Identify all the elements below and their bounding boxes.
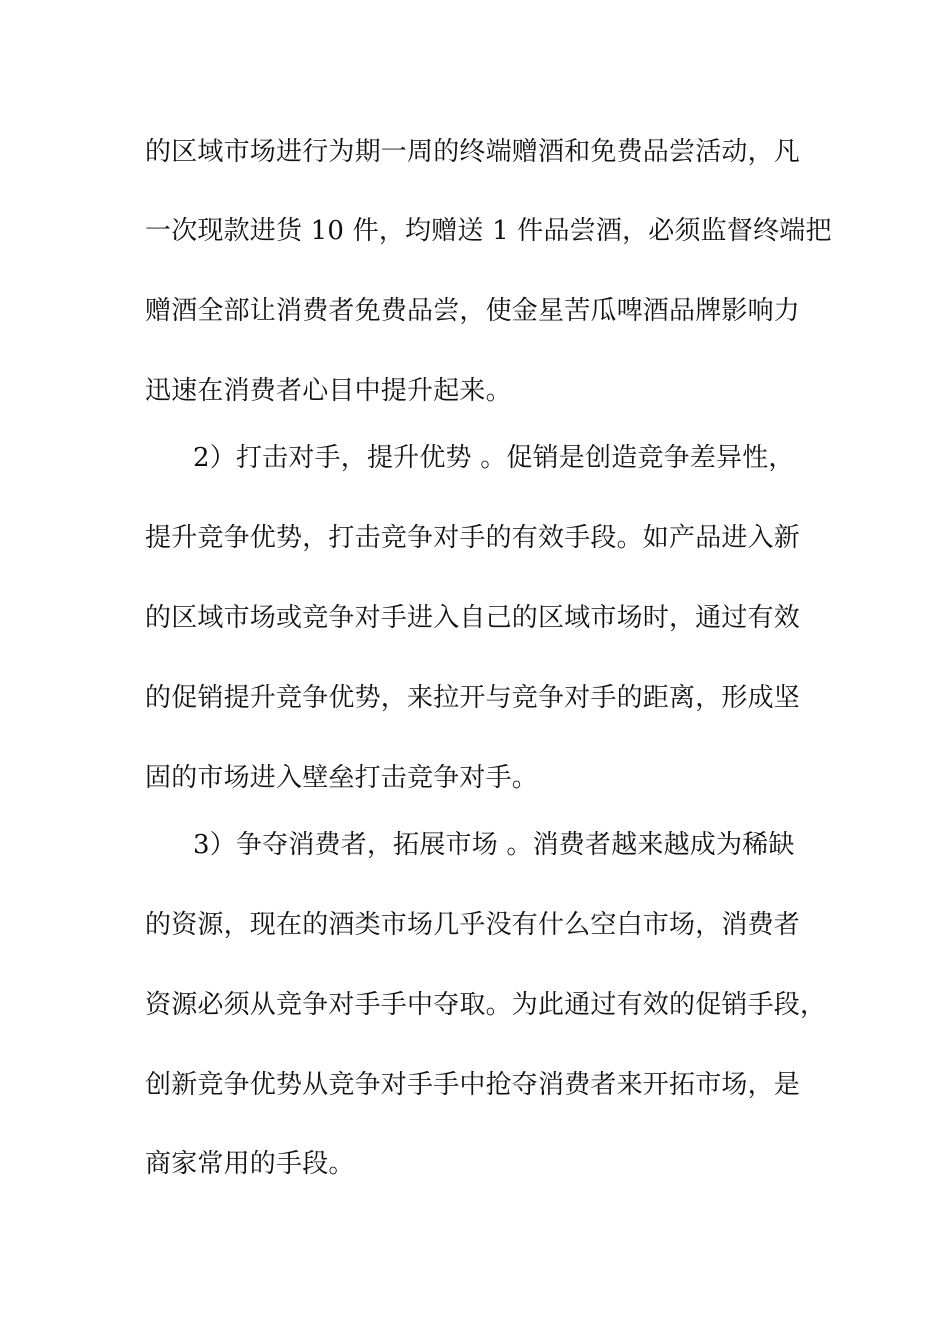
text-line: 创新竞争优势从竞争对手手中抢夺消费者来开拓市场，是 — [145, 1070, 801, 1100]
text-line: 迅速在消费者心目中提升起来。 — [145, 376, 512, 406]
text-line: 的区域市场或竞争对手进入自己的区域市场时，通过有效 — [145, 603, 801, 633]
text-line: 资源必须从竞争对手手中夺取。为此通过有效的促销手段， — [145, 990, 827, 1020]
text-line: 的资源，现在的酒类市场几乎没有什么空白市场，消费者 — [145, 910, 801, 940]
text-line: 的区域市场进行为期一周的终端赠酒和免费品尝活动，凡 — [145, 137, 801, 167]
text-line: 的促销提升竞争优势，来拉开与竞争对手的距离，形成坚 — [145, 683, 801, 713]
text-line: 提升竞争优势，打击竞争对手的有效手段。如产品进入新 — [145, 523, 801, 553]
text-line: 商家常用的手段。 — [145, 1149, 355, 1179]
list-item-3-first-line: 3）争夺消费者，拓展市场 。消费者越来越成为稀缺 — [193, 830, 795, 860]
list-item-2-first-line: 2）打击对手，提升优势 。促销是创造竞争差异性， — [193, 443, 795, 473]
text-line: 固的市场进入壁垒打击竞争对手。 — [145, 763, 539, 793]
text-line: 一次现款进货 10 件，均赠送 1 件品尝酒，必须监督终端把 — [145, 216, 832, 246]
text-line: 赠酒全部让消费者免费品尝，使金星苦瓜啤酒品牌影响力 — [145, 296, 801, 326]
